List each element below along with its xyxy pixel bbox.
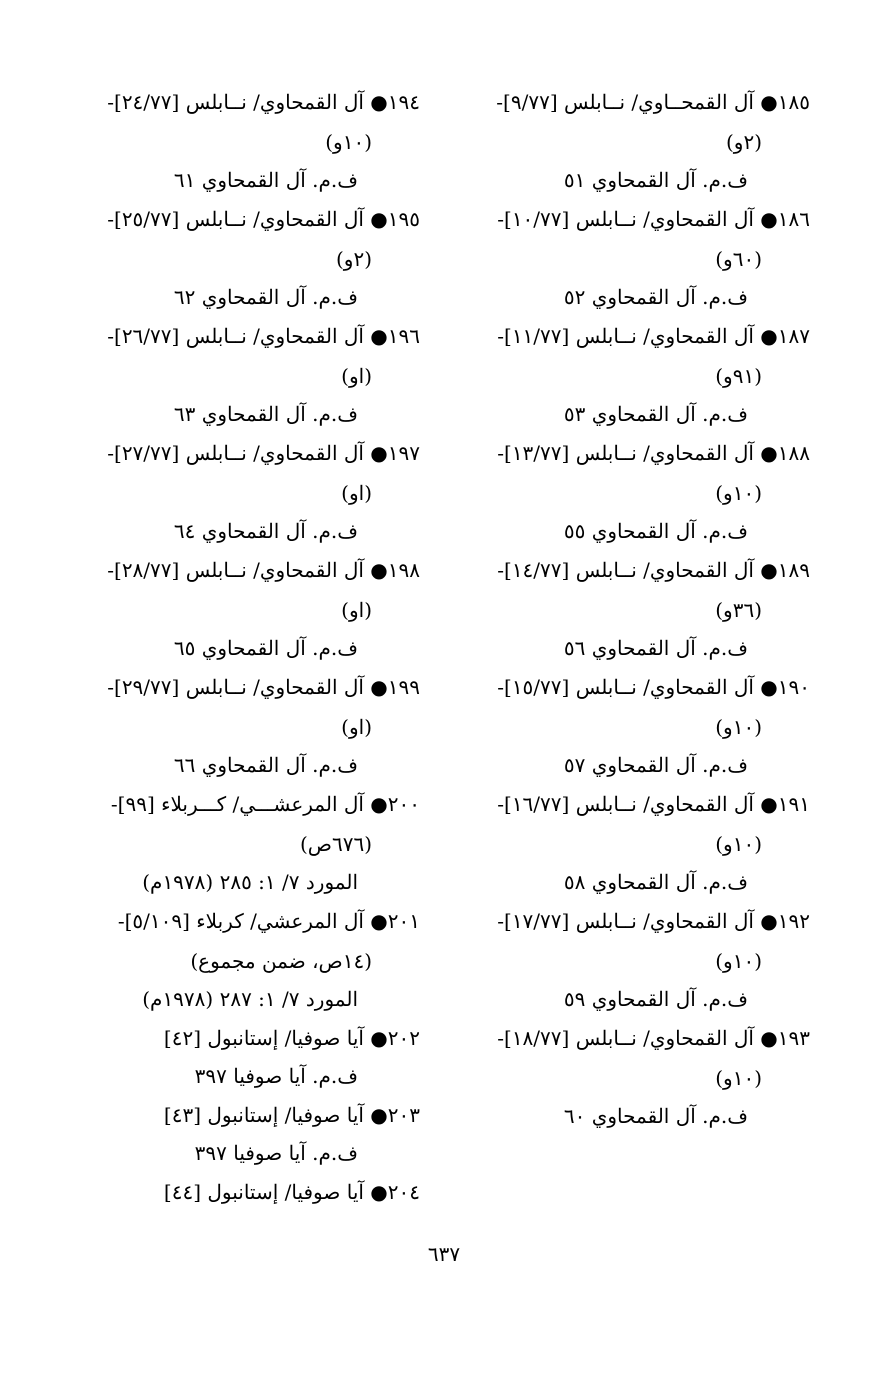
catalog-entry xyxy=(440,1018,810,1135)
entry-title-line: ١٩٨● آل القمحاوي/ نــابلس [٢٨/٧٧]- xyxy=(107,558,420,582)
entry-folio-count: (٦٠و) xyxy=(715,247,762,271)
entry-reference: ف.م. آل القمحاوي ٥٢ xyxy=(563,285,748,309)
entry-title-line: ١٩٢● آل القمحاوي/ نــابلس [١٧/٧٧]- xyxy=(497,909,810,933)
entry-folio-count: (٦٧٦ص) xyxy=(299,832,372,856)
catalog-entry xyxy=(440,199,810,316)
entry-reference: المورد ٧/ ١: ٢٨٥ (١٩٧٨م) xyxy=(142,870,358,894)
catalog-entry xyxy=(50,1172,420,1212)
catalog-entry xyxy=(50,82,420,199)
entry-reference: ف.م. آل القمحاوي ٦١ xyxy=(173,168,358,192)
catalog-entry xyxy=(440,667,810,784)
entry-folio-count: (١٤ص، ضمن مجموع) xyxy=(190,949,372,973)
entry-reference: ف.م. آل القمحاوي ٦٦ xyxy=(173,753,358,777)
entry-reference: ف.م. آل القمحاوي ٥٥ xyxy=(563,519,748,543)
entry-reference: ف.م. آل القمحاوي ٥٦ xyxy=(563,636,748,660)
entry-title-line: ٢٠٠● آل المرعشـــي/ كـــربلاء [٩٩]- xyxy=(110,792,420,816)
catalog-entry xyxy=(50,316,420,433)
entry-reference: ف.م. آل القمحاوي ٦٣ xyxy=(173,402,358,426)
entry-title-line: ٢٠١● آل المرعشي/ كربلاء [٥/١٠٩]- xyxy=(117,909,420,933)
entry-reference: ف.م. آل القمحاوي ٦٠ xyxy=(563,1104,748,1128)
entry-folio-count: (٣٦و) xyxy=(715,598,762,622)
catalog-entry xyxy=(50,433,420,550)
entry-title-line: ١٩٠● آل القمحاوي/ نــابلس [١٥/٧٧]- xyxy=(497,675,810,699)
entry-title-line: ٢٠٤● آيا صوفيا/ إستانبول [٤٤] xyxy=(163,1180,420,1204)
entry-title-line: ٢٠٢● آيا صوفيا/ إستانبول [٤٢] xyxy=(163,1026,420,1050)
catalog-entry xyxy=(440,901,810,1018)
catalog-entry xyxy=(50,1018,420,1095)
entry-reference: ف.م. آل القمحاوي ٦٤ xyxy=(173,519,358,543)
catalog-entry xyxy=(50,784,420,901)
catalog-entry xyxy=(440,433,810,550)
left-column xyxy=(50,82,420,1212)
entry-folio-count: (او) xyxy=(341,481,372,505)
entry-title-line: ١٨٥● آل القمحــاوي/ نــابلس [٩/٧٧]- xyxy=(496,90,810,114)
entry-title-line: ١٨٩● آل القمحاوي/ نــابلس [١٤/٧٧]- xyxy=(497,558,810,582)
entry-folio-count: (٩١و) xyxy=(715,364,762,388)
entry-title-line: ١٨٦● آل القمحاوي/ نــابلس [١٠/٧٧]- xyxy=(497,207,810,231)
right-column xyxy=(440,82,810,1135)
entry-reference: ف.م. آل القمحاوي ٥٣ xyxy=(563,402,748,426)
entry-title-line: ١٩٩● آل القمحاوي/ نــابلس [٢٩/٧٧]- xyxy=(107,675,420,699)
entry-reference: ف.م. آل القمحاوي ٦٥ xyxy=(173,636,358,660)
entry-title-line: ١٩٧● آل القمحاوي/ نــابلس [٢٧/٧٧]- xyxy=(107,441,420,465)
entry-reference: ف.م. آل القمحاوي ٥٩ xyxy=(563,987,748,1011)
catalog-entry xyxy=(50,667,420,784)
entry-title-line: ١٨٧● آل القمحاوي/ نــابلس [١١/٧٧]- xyxy=(497,324,810,348)
catalog-entry xyxy=(50,1095,420,1172)
entry-title-line: ١٨٨● آل القمحاوي/ نــابلس [١٣/٧٧]- xyxy=(497,441,810,465)
entry-title-line: ١٩٣● آل القمحاوي/ نــابلس [١٨/٧٧]- xyxy=(497,1026,810,1050)
entry-folio-count: (٢و) xyxy=(335,247,372,271)
entry-title-line: ١٩٤● آل القمحاوي/ نــابلس [٢٤/٧٧]- xyxy=(107,90,420,114)
entry-folio-count: (٢و) xyxy=(725,130,762,154)
entry-reference: ف.م. آل القمحاوي ٦٢ xyxy=(173,285,358,309)
entry-folio-count: (١٠و) xyxy=(715,949,762,973)
entry-title-line: ١٩١● آل القمحاوي/ نــابلس [١٦/٧٧]- xyxy=(497,792,810,816)
catalog-entry xyxy=(50,550,420,667)
entry-title-line: ١٩٥● آل القمحاوي/ نــابلس [٢٥/٧٧]- xyxy=(107,207,420,231)
entry-reference: المورد ٧/ ١: ٢٨٧ (١٩٧٨م) xyxy=(142,987,358,1011)
catalog-entry xyxy=(440,550,810,667)
entry-folio-count: (١٠و) xyxy=(715,832,762,856)
entry-folio-count: (١٠و) xyxy=(715,1066,762,1090)
entry-title-line: ١٩٦● آل القمحاوي/ نــابلس [٢٦/٧٧]- xyxy=(107,324,420,348)
entry-reference: ف.م. آل القمحاوي ٥١ xyxy=(563,168,748,192)
entry-folio-count: (او) xyxy=(341,715,372,739)
entry-reference: ف.م. آيا صوفيا ٣٩٧ xyxy=(194,1064,358,1088)
entry-folio-count: (١٠و) xyxy=(715,481,762,505)
catalog-entry xyxy=(440,784,810,901)
entry-folio-count: (او) xyxy=(341,598,372,622)
catalog-entry xyxy=(50,199,420,316)
catalog-entry xyxy=(50,901,420,1018)
entry-reference: ف.م. آل القمحاوي ٥٨ xyxy=(563,870,748,894)
catalog-entry xyxy=(440,316,810,433)
entry-reference: ف.م. آيا صوفيا ٣٩٧ xyxy=(194,1141,358,1165)
page-number: ٦٣٧ xyxy=(427,1242,461,1266)
entry-folio-count: (او) xyxy=(341,364,372,388)
entry-folio-count: (١٠و) xyxy=(325,130,372,154)
catalog-entry xyxy=(440,82,810,199)
entry-reference: ف.م. آل القمحاوي ٥٧ xyxy=(563,753,748,777)
entry-folio-count: (١٠و) xyxy=(715,715,762,739)
entry-title-line: ٢٠٣● آيا صوفيا/ إستانبول [٤٣] xyxy=(163,1103,420,1127)
